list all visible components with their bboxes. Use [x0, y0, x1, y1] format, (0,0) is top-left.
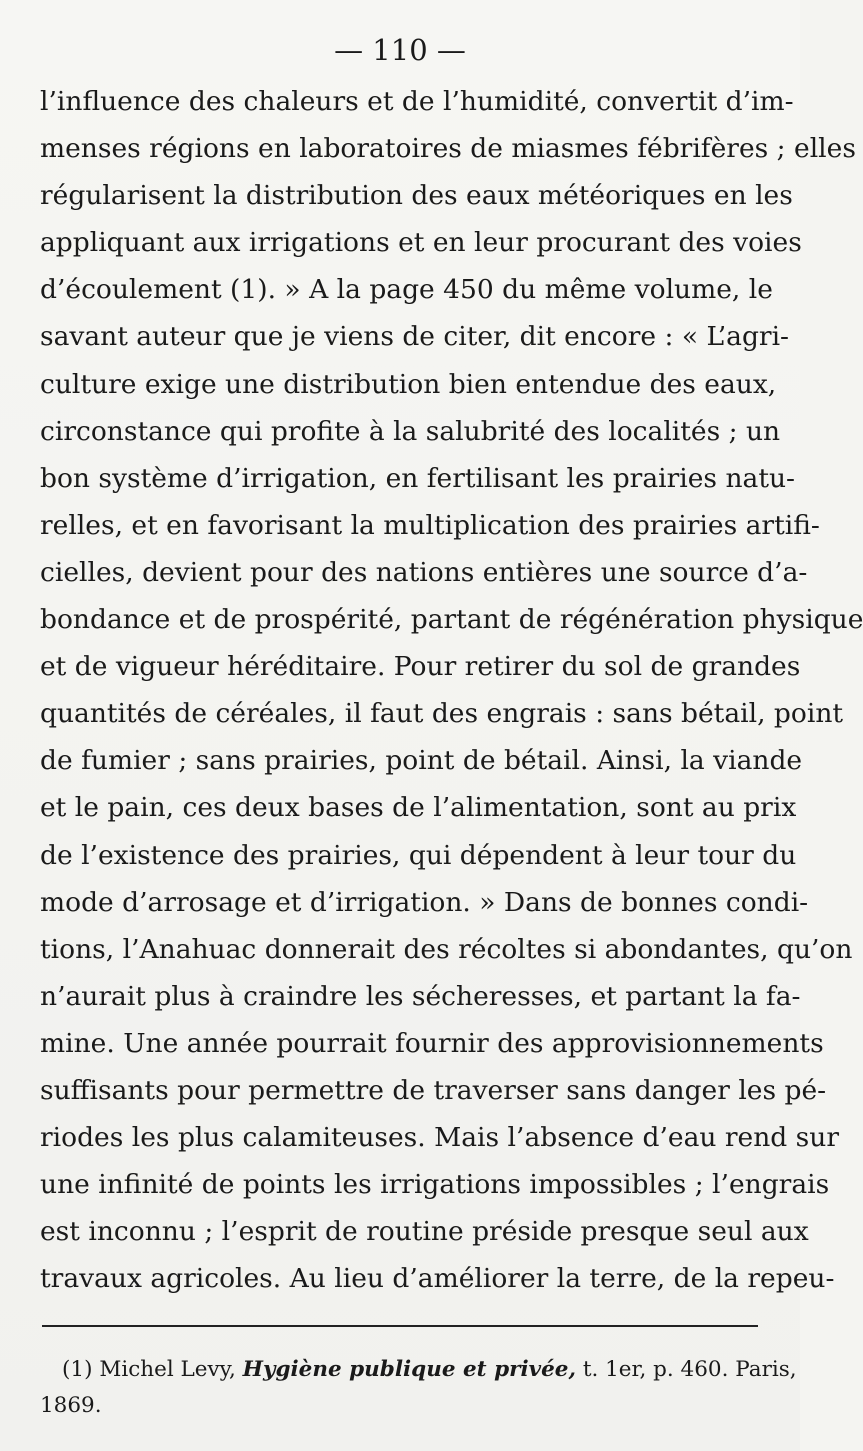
footnote-mark: (1)	[62, 1357, 93, 1382]
text-line-26: travaux agricoles. Au lieu d’améliorer la terre, de la repeu-	[40, 1263, 835, 1295]
text-line-16: et le pain, ces deux bases de l’alimentation, sont au prix	[40, 792, 797, 824]
text-line-14: quantités de céréales, il faut des engrais : sans bétail, point	[40, 698, 844, 730]
text-line-23: riodes les plus calamiteuses. Mais l’absence d’eau rend sur	[40, 1122, 840, 1154]
text-line-22: suffisants pour permettre de traverser sans danger les pé-	[40, 1074, 827, 1106]
footnote-title: Hygiène publique et privée,	[242, 1357, 576, 1382]
text-line-21: mine. Une année pourrait fournir des approvisionnements	[40, 1027, 824, 1059]
text-line-10: relles, et en favorisant la multiplication des prairies artifi-	[40, 509, 820, 541]
text-line-13: et de vigueur héréditaire. Pour retirer du sol de grandes	[40, 651, 801, 683]
text-line-18: mode d’arrosage et d’irrigation. » Dans de bonnes condi-	[40, 886, 809, 918]
text-line-6: savant auteur que je viens de citer, dit encore : « L’agri-	[40, 321, 790, 353]
footnote-line-2	[40, 1388, 758, 1424]
body-text	[40, 78, 863, 1302]
text-line-2: menses régions en laboratoires de miasmes fébrifères ; elles	[40, 133, 856, 165]
footnote	[40, 1352, 797, 1424]
footnote-author: Michel Levy,	[99, 1357, 236, 1382]
text-line-20: n’aurait plus à craindre les sécheresses, et partant la fa-	[40, 980, 801, 1012]
text-line-11: cielles, devient pour des nations entières une source d’a-	[40, 556, 808, 588]
text-line-12: bondance et de prospérité, partant de régénération physique	[40, 604, 863, 636]
text-line-9: bon système d’irrigation, en fertilisant les prairies natu-	[40, 462, 795, 494]
text-line-25: est inconnu ; l’esprit de routine préside presque seul aux	[40, 1216, 809, 1248]
footnote-reference: t. 1er, p. 460. Paris,	[582, 1357, 797, 1382]
footnote-year: 1869.	[40, 1393, 102, 1418]
page-number: — 110 —	[334, 33, 466, 67]
text-line-15: de fumier ; sans prairies, point de bétail. Ainsi, la viande	[40, 745, 803, 777]
text-line-5: d’écoulement (1). » A la page 450 du même volume, le	[40, 274, 773, 306]
footnote-line-1	[40, 1352, 797, 1388]
footnote-divider	[42, 1325, 758, 1327]
text-line-1: l’influence des chaleurs et de l’humidité, convertit d’im-	[40, 86, 794, 117]
text-line-17: de l’existence des prairies, qui dépendent à leur tour du	[40, 839, 797, 871]
text-line-24: une infinité de points les irrigations impossibles ; l’engrais	[40, 1169, 830, 1201]
text-line-3: régularisent la distribution des eaux météoriques en les	[40, 180, 793, 212]
text-line-19: tions, l’Anahuac donnerait des récoltes si abondantes, qu’on	[40, 933, 853, 965]
text-line-8: circonstance qui profite à la salubrité des localités ; un	[40, 415, 781, 447]
text-line-4: appliquant aux irrigations et en leur procurant des voies	[40, 227, 802, 259]
text-line-7: culture exige une distribution bien entendue des eaux,	[40, 368, 777, 400]
